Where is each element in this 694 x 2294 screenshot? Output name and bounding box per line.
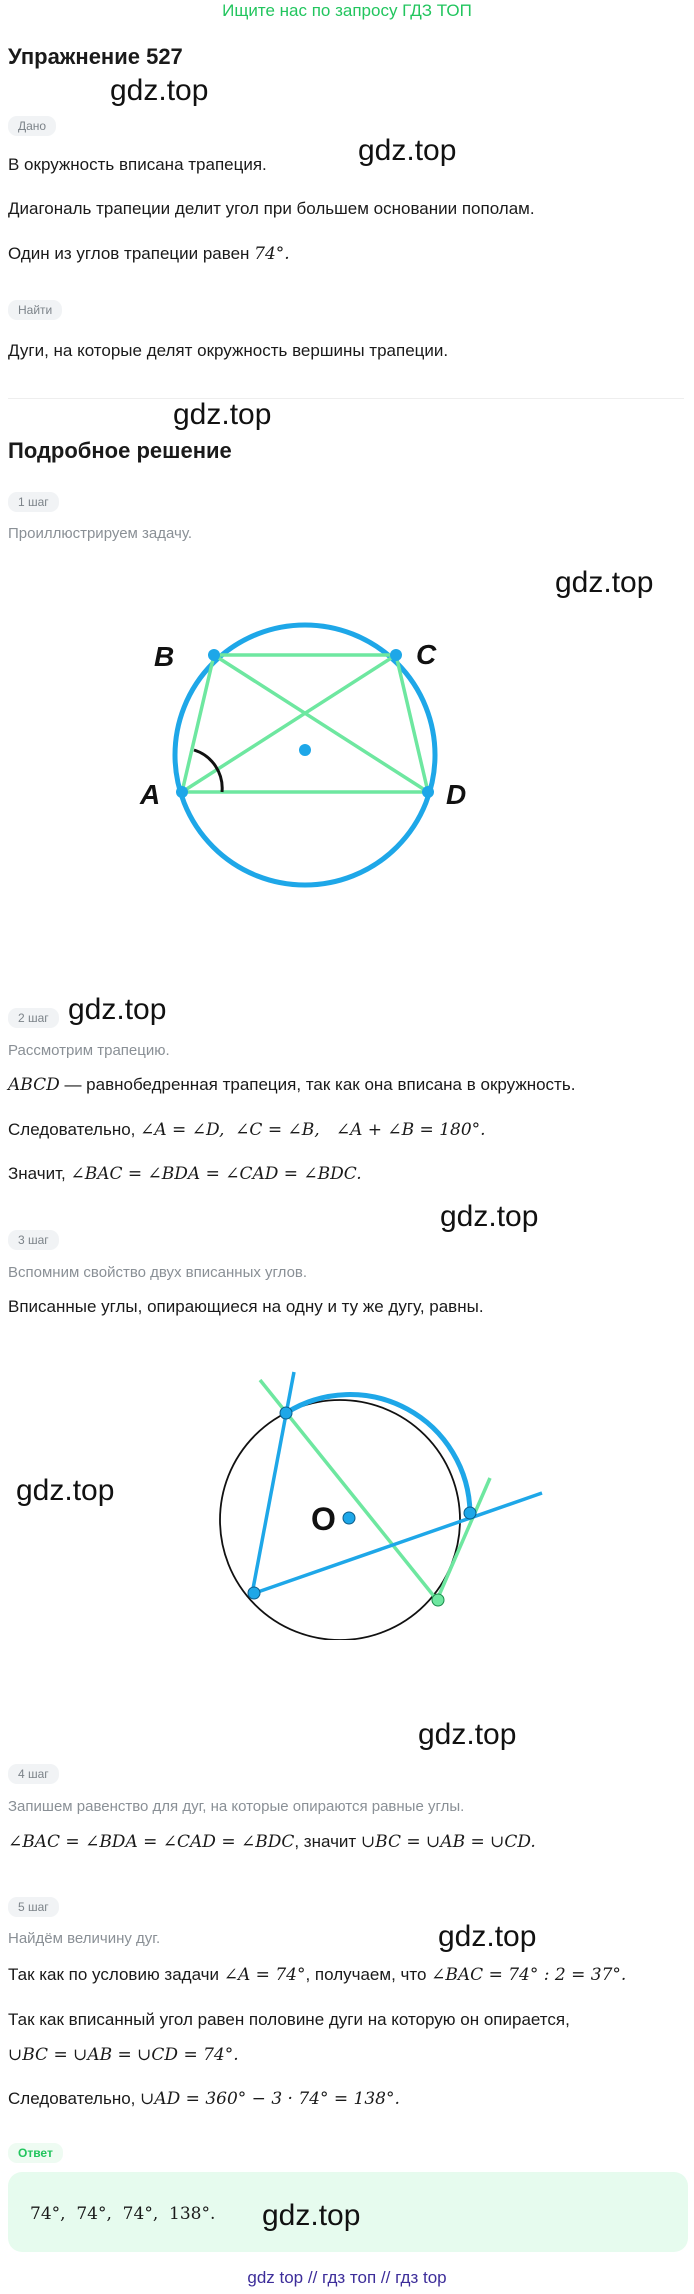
angle-a-arc bbox=[194, 750, 222, 792]
label-d: D bbox=[446, 779, 467, 810]
vertex-b-dot bbox=[208, 649, 220, 661]
footer-link-gdz-top[interactable]: gdz top bbox=[247, 2268, 304, 2287]
footer-link-gdz-top-ru[interactable]: гдз топ bbox=[322, 2268, 377, 2287]
point-top bbox=[280, 1407, 292, 1419]
find-badge: Найти bbox=[8, 300, 62, 320]
inscribed-angles-figure bbox=[210, 1360, 560, 1640]
find-line-1: Дуги, на которые делят окружность вершины трапеции. bbox=[8, 341, 449, 360]
given-badge: Дано bbox=[8, 116, 56, 136]
step-2-line-3: Значит, ∠BAC = ∠BDA = ∠CAD = ∠BDC. bbox=[8, 1164, 362, 1184]
step-5-line-4: Следовательно, ∪AD = 360° − 3 · 74° = 138°. bbox=[8, 2089, 400, 2109]
given-angle-value: 74°. bbox=[254, 244, 290, 264]
label-o: O bbox=[311, 1501, 336, 1537]
watermark: gdz.top bbox=[440, 1200, 539, 1233]
point-right bbox=[464, 1507, 476, 1519]
label-a: A bbox=[140, 779, 161, 810]
reference-circle bbox=[220, 1400, 460, 1640]
watermark: gdz.top bbox=[173, 398, 272, 431]
vertex-a-dot bbox=[176, 786, 188, 798]
answer-value: 74°, 74°, 74°, 138°. bbox=[30, 2204, 216, 2224]
step-5-desc: Найдём величину дуг. bbox=[8, 1930, 161, 1947]
point-left bbox=[248, 1587, 260, 1599]
step-2-badge: 2 шаг bbox=[8, 1008, 59, 1028]
center-dot bbox=[299, 744, 311, 756]
step-2-line-2: Следовательно, ∠A = ∠D, ∠C = ∠B, ∠A + ∠B = 180°. bbox=[8, 1120, 486, 1140]
solution-title: Подробное решение bbox=[8, 438, 232, 463]
watermark: gdz.top bbox=[418, 1718, 517, 1751]
step-5-line-2: Так как вписанный угол равен половине дуги на которую он опирается, bbox=[8, 2010, 570, 2029]
highlighted-arc bbox=[286, 1395, 470, 1513]
step-5-line-1: Так как по условию задачи ∠A = 74°, получаем, что ∠BAC = 74° : 2 = 37°. bbox=[8, 1965, 627, 1985]
step-2-desc: Рассмотрим трапецию. bbox=[8, 1042, 170, 1059]
label-b: B bbox=[154, 641, 175, 672]
step-4-badge: 4 шаг bbox=[8, 1764, 59, 1784]
step-3-line-1: Вписанные углы, опирающиеся на одну и ту же дугу, равны. bbox=[8, 1297, 484, 1316]
step-1-desc: Проиллюстрируем задачу. bbox=[8, 525, 192, 542]
step-1-badge: 1 шаг bbox=[8, 492, 59, 512]
top-banner[interactable]: Ищите нас по запросу ГДЗ ТОП bbox=[222, 1, 472, 20]
center-o-dot bbox=[343, 1512, 355, 1524]
trapezoid-figure bbox=[130, 600, 480, 900]
given-line-1: В окружность вписана трапеция. bbox=[8, 155, 267, 174]
watermark: gdz.top bbox=[438, 1920, 537, 1953]
watermark: gdz.top bbox=[262, 2199, 361, 2232]
watermark: gdz.top bbox=[68, 993, 167, 1026]
watermark: gdz.top bbox=[555, 566, 654, 599]
footer-links: gdz top // гдз топ // гдз top bbox=[247, 2268, 447, 2287]
given-line-2: Диагональ трапеции делит угол при большем основании пополам. bbox=[8, 199, 535, 218]
watermark: gdz.top bbox=[16, 1474, 115, 1507]
step-2-line-1: ABCD — равнобедренная трапеция, так как она вписана в окружность. bbox=[8, 1075, 576, 1095]
step-4-line-1: ∠BAC = ∠BDA = ∠CAD = ∠BDC, значит ∪BC = ∪AB = ∪CD. bbox=[8, 1832, 536, 1852]
step-4-desc: Запишем равенство для дуг, на которые опираются равные углы. bbox=[8, 1798, 465, 1815]
page-title: Упражнение 527 bbox=[8, 44, 183, 69]
vertex-d-dot bbox=[422, 786, 434, 798]
answer-badge: Ответ bbox=[8, 2143, 63, 2163]
step-5-badge: 5 шаг bbox=[8, 1897, 59, 1917]
watermark: gdz.top bbox=[358, 134, 457, 167]
vertex-c-dot bbox=[390, 649, 402, 661]
point-bottom bbox=[432, 1594, 444, 1606]
footer-link-gdz-top-mixed[interactable]: гдз top bbox=[395, 2268, 447, 2287]
step-3-desc: Вспомним свойство двух вписанных углов. bbox=[8, 1264, 308, 1281]
step-5-line-3: ∪BC = ∪AB = ∪CD = 74°. bbox=[8, 2045, 239, 2065]
step-3-badge: 3 шаг bbox=[8, 1230, 59, 1250]
section-divider bbox=[8, 398, 684, 399]
label-c: C bbox=[416, 639, 437, 670]
given-line-3: Один из углов трапеции равен 74°. bbox=[8, 244, 290, 264]
watermark: gdz.top bbox=[110, 74, 209, 107]
